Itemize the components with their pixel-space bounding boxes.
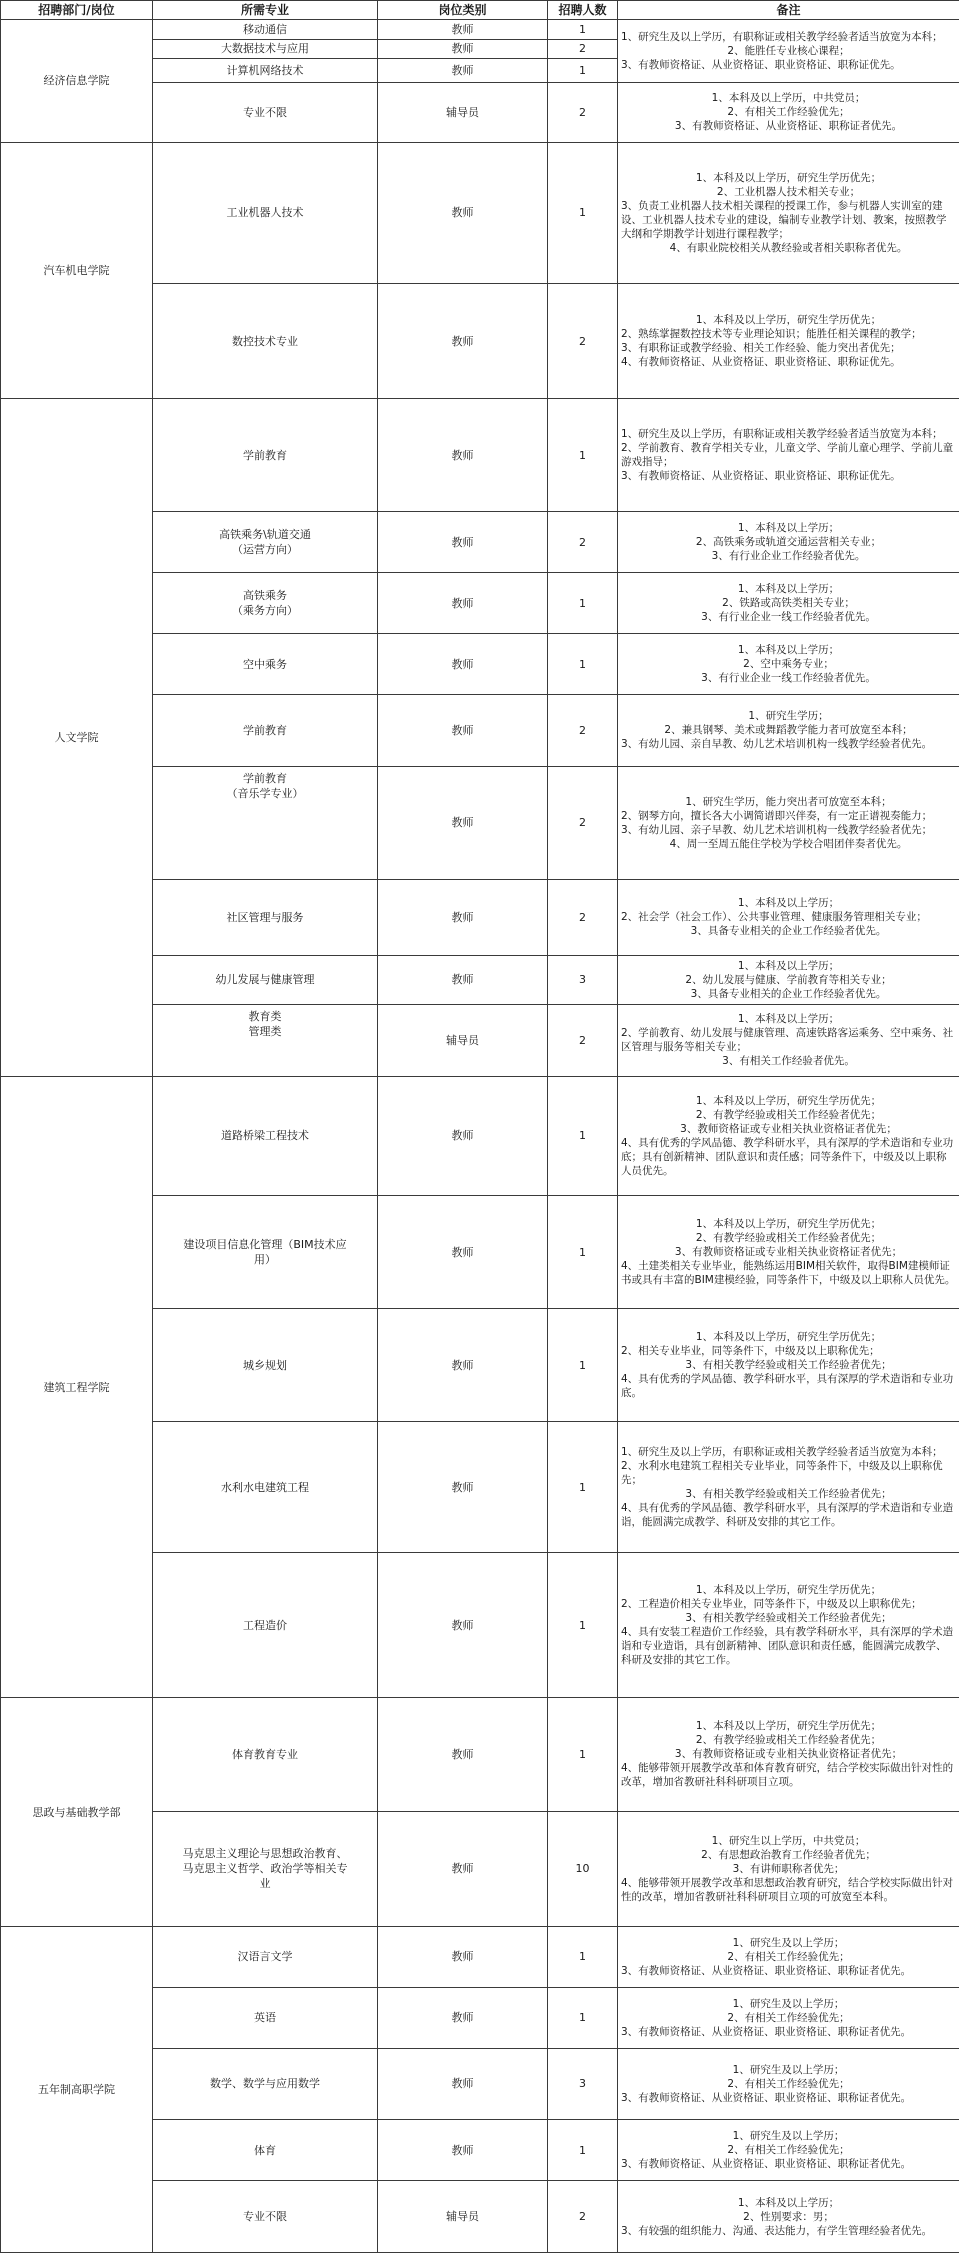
category-cell: 辅导员 [378,83,548,143]
category-cell: 教师 [378,2120,548,2181]
remark-line: 2、熟练掌握数控技术等专业理论知识；能胜任相关课程的教学； [621,328,922,341]
remark-line: 1、本科及以上学历，中共党员； [711,92,866,105]
remark-line: 2、兼具钢琴、美术或舞蹈教学能力者可放宽至本科； [664,724,913,737]
remark-line: 2、幼儿发展与健康、学前教育等相关专业； [685,973,892,986]
major-cell [153,142,378,283]
remark-cell [618,879,959,955]
remark-cell [618,1196,959,1309]
count-cell: 1 [548,634,618,695]
remark-cell [618,83,959,143]
major-cell [153,1987,378,2048]
remark-cell [618,955,959,1004]
table-row [1,1076,959,1196]
remark-line: 1、本科及以上学历； [737,1013,840,1026]
count-cell: 1 [548,573,618,634]
remark-cell [618,1004,959,1076]
major-line: 马克思主义哲学、政治学等相关专 [182,1862,348,1876]
remark-cell [618,1698,959,1811]
remark-line: 3、有职称证或教学经验、相关工作经验、能力突出者优先； [621,342,901,355]
remark-line: 1、本科及以上学历，研究生学历优先； [695,1094,882,1107]
major-cell [153,766,378,879]
major-cell [153,634,378,695]
remark-line: 1、研究生学历； [748,710,829,723]
remark-line: 1、本科及以上学历； [737,897,840,910]
major-cell [153,59,378,83]
major-line: 大数据技术与应用 [221,42,309,56]
remark-line: 4、具有优秀的学风品德、教学科研水平，具有深厚的学术造诣和专业功底；具有创新精神、团队意识和责任感；同等条件下，中级及以上职称人员优先。 [621,1136,954,1177]
major-line: 业 [259,1877,271,1891]
remark-line: 1、本科及以上学历，研究生学历优先； [695,1331,882,1344]
remark-line: 3、有教师资格证、从业资格证、职业资格证、职称证者优先。 [621,2025,912,2038]
count-cell: 2 [548,766,618,879]
remark-line: 2、性别要求：男； [743,2210,834,2223]
remark-line: 3、有教师资格证、从业资格证、职称证者优先。 [674,120,903,133]
count-cell: 1 [548,1926,618,1987]
major-cell [153,1422,378,1552]
major-line: 体育教育专业 [232,1747,298,1761]
dept-cell: 经济信息学院 [1,20,153,143]
category-cell: 教师 [378,399,548,512]
remark-line: 2、有教学经验或相关工作经验者优先； [695,1734,882,1747]
remark-line: 2、相关专业毕业，同等条件下，中级及以上职称优先； [621,1345,880,1358]
header-dept: 招聘部门/岗位 [1,1,153,20]
major-cell [153,1926,378,1987]
major-cell [153,1552,378,1698]
remark-line: 3、有相关教学经验或相关工作经验者优先； [685,1488,892,1501]
remark-line: 2、高铁乘务或轨道交通运营相关专业； [695,536,882,549]
count-cell: 1 [548,1552,618,1698]
remark-cell [618,1422,959,1552]
major-line: 教育类 [248,1009,282,1023]
remark-line: 3、有相关教学经验或相关工作经验者优先； [685,1612,892,1625]
remark-cell [618,20,959,83]
remark-line: 1、本科及以上学历； [737,583,840,596]
major-line: 水利水电建筑工程 [221,1480,309,1494]
remark-line: 1、研究生及以上学历； [732,2130,845,2143]
remark-line: 1、本科及以上学历，研究生学历优先； [695,1218,882,1231]
remark-cell [618,1987,959,2048]
major-cell [153,399,378,512]
major-line: 道路桥梁工程技术 [221,1129,309,1143]
major-cell [153,879,378,955]
major-cell [153,1004,378,1076]
major-line: 移动通信 [243,22,287,36]
remark-line: 1、本科及以上学历； [737,959,840,972]
major-cell [153,1698,378,1811]
category-cell: 教师 [378,695,548,767]
remark-line: 4、具有优秀的学风品德、教学科研水平，具有深厚的学术造诣和专业功底。 [621,1373,954,1400]
remark-cell [618,399,959,512]
major-line: 数学、数学与应用数学 [210,2077,320,2091]
major-cell [153,1196,378,1309]
major-line: （音乐学专业） [226,786,304,800]
remark-line: 2、有相关工作经验优先； [727,106,850,119]
category-cell: 教师 [378,59,548,83]
remark-line: 1、研究生及以上学历； [732,1997,845,2010]
dept-cell: 思政与基础教学部 [1,1698,153,1926]
category-cell: 教师 [378,284,548,399]
major-cell [153,83,378,143]
major-cell [153,2048,378,2120]
remark-line: 3、有幼儿园、亲自早教、幼儿艺术培训机构一线教学经验者优先。 [621,738,933,751]
category-cell: 教师 [378,573,548,634]
major-line: 高铁乘务\轨道交通 [219,528,311,542]
major-line: 专业不限 [243,2210,287,2224]
remark-cell [618,695,959,767]
remark-line: 1、本科及以上学历，研究生学历优先； [695,1584,882,1597]
remark-line: 2、工程造价相关专业毕业，同等条件下，中级及以上职称优先； [621,1598,922,1611]
header-category: 岗位类别 [378,1,548,20]
major-cell [153,1811,378,1926]
category-cell: 辅导员 [378,2181,548,2253]
remark-line: 2、学前教育、幼儿发展与健康管理、高速铁路客运乘务、空中乘务、社区管理与服务等相关专业； [621,1027,954,1054]
remark-line: 1、本科及以上学历； [737,644,840,657]
category-cell: 辅导员 [378,1004,548,1076]
count-cell: 1 [548,399,618,512]
remark-line: 3、有教师资格证或专业相关执业资格证者优先； [674,1748,903,1761]
remark-line: 4、有教师资格证、从业资格证、职业资格证、职称证优先。 [621,356,901,369]
remark-line: 4、土建类相关专业毕业，能熟练运用BIM相关软件，取得BIM建模师证书或具有丰富的BIM建模经验，同等条件下，中级及以上职称人员优先。 [621,1260,956,1287]
major-cell [153,695,378,767]
remark-line: 1、本科及以上学历，研究生学历优先； [695,314,882,327]
remark-line: 3、有讲师职称者优先； [732,1862,845,1875]
major-line: 工程造价 [243,1618,287,1632]
remark-line: 3、具备专业相关的企业工作经验者优先。 [690,925,887,938]
remark-line: 1、研究生及以上学历，有职称证或相关教学经验者适当放宽为本科； [621,1446,943,1459]
count-cell: 1 [548,1422,618,1552]
category-cell: 教师 [378,142,548,283]
category-cell: 教师 [378,879,548,955]
remark-line: 3、有教师资格证、从业资格证、职业资格证、职称证者优先。 [621,1964,912,1977]
remark-line: 3、有相关工作经验者优先。 [722,1055,855,1068]
table-row [1,20,959,40]
remark-line: 2、能胜任专业核心课程； [727,45,850,58]
table-body [1,20,959,2253]
category-cell: 教师 [378,1196,548,1309]
count-cell: 1 [548,1076,618,1196]
major-cell [153,512,378,573]
count-cell: 2 [548,39,618,59]
table-row [1,142,959,283]
remark-line: 2、有相关工作经验优先； [727,2144,850,2157]
table-row [1,399,959,512]
remark-line: 2、学前教育、教育学相关专业，儿童文学、学前儿童心理学、学前儿童游戏指导； [621,442,954,469]
category-cell: 教师 [378,766,548,879]
remark-line: 3、有幼儿园、亲子早教、幼儿艺术培训机构一线教学经验者优先； [621,823,933,836]
table-row [1,1926,959,1987]
remark-line: 2、铁路或高铁类相关专业； [722,597,855,610]
count-cell: 2 [548,512,618,573]
remark-line: 3、有相关教学经验或相关工作经验者优先； [685,1359,892,1372]
category-cell: 教师 [378,955,548,1004]
remark-cell [618,2048,959,2120]
remark-line: 2、钢琴方向，擅长各大小调简谱即兴伴奏，有一定正谱视奏能力； [621,809,933,822]
major-line: 数控技术专业 [232,334,298,348]
remark-cell [618,2181,959,2253]
remark-line: 4、能够带领开展教学改革和思想政治教育研究，结合学校实际做出针对性的改革，增加省教研社科科研项目立项的可放宽至本科。 [621,1876,954,1903]
major-line: 计算机网络技术 [226,64,304,78]
category-cell: 教师 [378,1552,548,1698]
remark-line: 3、具备专业相关的企业工作经验者优先。 [690,987,887,1000]
count-cell: 2 [548,284,618,399]
count-cell: 1 [548,2120,618,2181]
remark-line: 3、有行业企业一线工作经验者优先。 [701,672,876,685]
remark-line: 3、有教师资格证、从业资格证、职业资格证、职称证优先。 [621,59,901,72]
category-cell: 教师 [378,1309,548,1422]
remark-cell [618,1309,959,1422]
category-cell: 教师 [378,1811,548,1926]
header-major: 所需专业 [153,1,378,20]
major-cell [153,20,378,40]
remark-cell [618,284,959,399]
major-line: 汉语言文学 [237,1950,293,1964]
major-cell [153,39,378,59]
count-cell: 1 [548,20,618,40]
remark-cell [618,1926,959,1987]
remark-line: 3、有行业企业一线工作经验者优先。 [701,611,876,624]
remark-line: 3、有教师资格证或专业相关执业资格证者优先； [674,1246,903,1259]
remark-line: 1、本科及以上学历； [737,522,840,535]
count-cell: 1 [548,1196,618,1309]
dept-cell: 人文学院 [1,399,153,1076]
major-line: 幼儿发展与健康管理 [215,973,315,987]
remark-line: 2、水利水电建筑工程相关专业毕业，同等条件下，中级及以上职称优先； [621,1460,943,1487]
remark-line: 3、教师资格证或专业相关执业资格证者优先； [680,1122,897,1135]
remark-cell [618,634,959,695]
remark-cell [618,1552,959,1698]
remark-cell [618,142,959,283]
category-cell: 教师 [378,1987,548,2048]
remark-line: 4、具有优秀的学风品德、教学科研水平，具有深厚的学术造诣和专业造诣，能圆满完成教学、科研及安排的其它工作。 [621,1502,954,1529]
header-count: 招聘人数 [548,1,618,20]
major-line: 学前教育 [243,448,287,462]
major-line: 高铁乘务 [243,589,287,603]
category-cell: 教师 [378,1926,548,1987]
major-line: 社区管理与服务 [226,910,304,924]
major-cell [153,1076,378,1196]
major-line: 建设项目信息化管理（BIM技术应 [183,1238,347,1252]
remark-line: 1、研究生及以上学历，有职称证或相关教学经验者适当放宽为本科； [621,428,943,441]
major-cell [153,284,378,399]
category-cell: 教师 [378,1076,548,1196]
remark-line: 2、工业机器人技术相关专业； [716,185,861,198]
remark-line: 1、本科及以上学历，研究生学历优先； [695,171,882,184]
major-line: 专业不限 [243,105,287,119]
remark-line: 2、有教学经验或相关工作经验者优先； [695,1108,882,1121]
remark-line: 2、有思想政治教育工作经验者优先； [701,1848,876,1861]
dept-cell: 汽车机电学院 [1,142,153,399]
remark-cell [618,573,959,634]
remark-line: 2、有教学经验或相关工作经验者优先； [695,1232,882,1245]
remark-line: 3、有教师资格证、从业资格证、职业资格证、职称证者优先。 [621,2091,912,2104]
dept-cell: 五年制高职学院 [1,1926,153,2252]
remark-line: 3、有教师资格证、从业资格证、职业资格证、职称证者优先。 [621,2158,912,2171]
count-cell: 1 [548,142,618,283]
major-cell [153,1309,378,1422]
category-cell: 教师 [378,2048,548,2120]
header-remark: 备注 [618,1,959,20]
major-cell [153,955,378,1004]
count-cell: 2 [548,83,618,143]
count-cell: 2 [548,879,618,955]
major-line: 体育 [254,2143,276,2157]
header-row [1,1,959,20]
major-line: 学前教育 [243,771,287,785]
remark-line: 3、有较强的组织能力、沟通、表达能力，有学生管理经验者优先。 [621,2224,933,2237]
category-cell: 教师 [378,39,548,59]
remark-cell [618,512,959,573]
major-line: （运营方向） [232,543,298,557]
remark-line: 4、周一至周五能住学校为学校合唱团伴奏者优先。 [669,837,908,850]
major-line: 学前教育 [243,723,287,737]
major-line: 英语 [254,2011,276,2025]
remark-line: 2、社会学（社会工作）、公共事业管理、健康服务管理相关专业； [621,911,927,924]
count-cell: 1 [548,1987,618,2048]
major-line: （乘务方向） [232,604,298,618]
remark-cell [618,1076,959,1196]
category-cell: 教师 [378,1422,548,1552]
count-cell: 10 [548,1811,618,1926]
major-line: 城乡规划 [243,1358,287,1372]
remark-line: 4、具有安装工程造价工作经验，具有教学科研水平，具有深厚的学术造诣和专业造诣，具有创新精神、团队意识和责任感，能圆满完成教学、科研及安排的其它工作。 [621,1626,954,1667]
remark-line: 1、研究生学历，能力突出者可放宽至本科； [685,795,892,808]
major-cell [153,573,378,634]
category-cell: 教师 [378,1698,548,1811]
remark-line: 2、有相关工作经验优先； [727,2077,850,2090]
count-cell: 3 [548,955,618,1004]
remark-line: 1、本科及以上学历，研究生学历优先； [695,1720,882,1733]
remark-line: 2、有相关工作经验优先； [727,2011,850,2024]
count-cell: 1 [548,1309,618,1422]
major-cell [153,2181,378,2253]
major-cell [153,2120,378,2181]
dept-cell: 建筑工程学院 [1,1076,153,1698]
remark-line: 2、空中乘务专业； [743,658,834,671]
count-cell: 2 [548,2181,618,2253]
category-cell: 教师 [378,512,548,573]
category-cell: 教师 [378,20,548,40]
remark-line: 3、有行业企业工作经验者优先。 [711,550,866,563]
remark-line: 1、研究生以上学历，中共党员； [711,1834,866,1847]
remark-cell [618,2120,959,2181]
count-cell: 1 [548,59,618,83]
remark-line: 1、研究生及以上学历； [732,2063,845,2076]
remark-line: 1、研究生及以上学历，有职称证或相关教学经验者适当放宽为本科； [621,31,943,44]
major-line: 马克思主义理论与思想政治教育、 [182,1847,348,1861]
count-cell: 2 [548,695,618,767]
count-cell: 2 [548,1004,618,1076]
remark-cell [618,1811,959,1926]
major-line: 管理类 [248,1024,282,1038]
remark-cell [618,766,959,879]
remark-line: 3、有教师资格证、从业资格证、职业资格证、职称证优先。 [621,470,901,483]
remark-line: 2、有相关工作经验优先； [727,1950,850,1963]
table-row [1,1698,959,1811]
remark-line: 4、能够带领开展教学改革和体育教育研究，结合学校实际做出针对性的改革，增加省教研社科科研项目立项。 [621,1762,954,1789]
remark-line: 1、本科及以上学历； [737,2196,840,2209]
remark-line: 1、研究生及以上学历； [732,1936,845,1949]
category-cell: 教师 [378,634,548,695]
count-cell: 3 [548,2048,618,2120]
major-line: 空中乘务 [243,657,287,671]
major-line: 用） [254,1253,276,1267]
remark-line: 4、有职业院校相关从教经验或者相关职称者优先。 [669,241,908,254]
count-cell: 1 [548,1698,618,1811]
remark-line: 3、负责工业机器人技术相关课程的授课工作，参与机器人实训室的建设、工业机器人技术专业的建设，编制专业教学计划、教案，按照教学大纲和学期教学计划进行课程教学； [621,199,947,240]
major-line: 工业机器人技术 [226,206,304,220]
